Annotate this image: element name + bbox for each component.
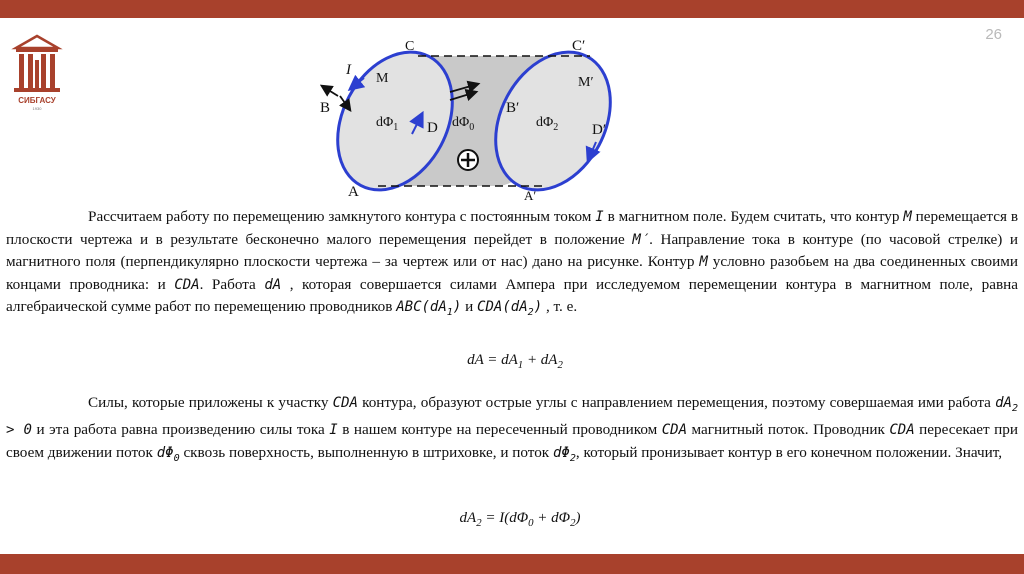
formula-subscript: 2 xyxy=(570,517,576,529)
label-b-prime: B′ xyxy=(506,100,520,116)
text-run: сквозь поверхность, выполненную в штриховке, и поток xyxy=(179,443,553,461)
formula-part: ) xyxy=(575,510,581,526)
text-run: магнитный поток. Проводник xyxy=(687,421,890,439)
inline-math: $dA_2 > 0$ xyxy=(6,395,1019,439)
text-run: перемещается в плоскости чертежа и в результате бесконечно малого перемещения перейдет в положение xyxy=(6,208,1018,248)
inline-math: dA xyxy=(264,276,282,293)
paragraph-work-calculation xyxy=(6,206,1018,324)
label-m-prime: M′ xyxy=(578,75,594,90)
label-dphi0: $d\Phi_0$ xyxy=(452,115,475,133)
formula-subscript: 2 xyxy=(557,359,563,371)
label-d-prime: D′ xyxy=(592,122,607,138)
inline-math: I xyxy=(595,209,604,225)
text-run: , т. е. xyxy=(542,298,578,316)
text-run: и эта работа равна произведению силы тока xyxy=(32,421,330,439)
inline-math: CDA xyxy=(889,422,915,439)
formula-part: dA = dA xyxy=(467,352,518,368)
inline-math: CDA xyxy=(661,422,688,439)
formula-subscript: 0 xyxy=(528,517,534,529)
logo-subcaption: 1930 xyxy=(32,106,42,111)
inline-math: $ABC(dA_1)$ xyxy=(396,299,462,319)
text-run: в магнитном поле. Будем считать, что контур xyxy=(603,208,904,225)
text-run: , которая совершается силами Ампера при исследуемом перемещении контура в магнитном поле, равна алгебраической сумме работ по перемещению проводников xyxy=(6,275,1018,316)
text-run: и xyxy=(461,298,478,316)
text-run: , который пронизывает контур в его конечном положении. Значит, xyxy=(575,443,1003,461)
text-run: контура, образуют острые углы с направлением перемещения, поэтому совершаемая ими работа xyxy=(357,394,996,411)
text-run: в нашем контуре на пересеченный проводником xyxy=(337,421,662,439)
inline-math: M xyxy=(903,209,912,225)
text-run: . Работа xyxy=(199,275,265,293)
inline-math: I xyxy=(329,422,338,439)
label-c-prime: C′ xyxy=(572,38,586,54)
formula-part: = I(dΦ xyxy=(481,510,529,526)
formula-work-cda xyxy=(420,510,620,529)
text-run: Рассчитаем работу по перемещению замкнутого контура с постоянным током xyxy=(88,208,596,225)
text-run: условно разобьем на два соединенных своими концами проводника: и xyxy=(6,253,1018,293)
label-b: B xyxy=(320,100,331,116)
inline-math: M xyxy=(699,254,708,271)
formula-part: dA xyxy=(459,510,477,526)
paragraph-forces-cda xyxy=(6,392,1018,469)
formula-total-work xyxy=(440,352,590,371)
text-run: . Направление тока в контуре (по часовой стрелке) и магнитного поля (перпендикулярно плоскости чертежа – за чертеж или от нас) дано на рисунке. Контур xyxy=(6,230,1018,271)
label-a-prime: A′ xyxy=(524,188,537,203)
page-number: 26 xyxy=(985,26,1002,43)
formula-part: + dA xyxy=(523,352,558,368)
bottom-color-band xyxy=(0,554,1024,574)
label-c: C xyxy=(405,39,415,54)
label-dphi2: $d\Phi_2$ xyxy=(536,115,559,133)
text-run: Силы, которые приложены к участку xyxy=(88,394,333,411)
inline-math: CDA xyxy=(174,276,200,293)
label-m: M xyxy=(376,71,389,86)
inline-math: CDA xyxy=(332,395,358,411)
text-run: пересекает при своем движении поток xyxy=(6,421,1019,461)
contour-diagram xyxy=(300,30,640,206)
formula-part: + dΦ xyxy=(533,510,571,526)
inline-math: $CDA(dA_2)$ xyxy=(477,299,543,319)
label-a: A xyxy=(348,184,359,200)
top-color-band xyxy=(0,0,1024,18)
label-i: I xyxy=(346,62,351,78)
formula-subscript: 1 xyxy=(517,359,524,371)
formula-subscript: 2 xyxy=(476,517,482,529)
logo-caption: СИБГАСУ xyxy=(18,96,56,105)
inline-math: M′ xyxy=(632,231,650,248)
label-dphi1: $d\Phi_1$ xyxy=(376,115,399,133)
inline-math: $d\Phi_0$ xyxy=(156,444,180,464)
label-d: D xyxy=(427,120,438,136)
inline-math: $d\Phi_2$ xyxy=(552,444,576,464)
